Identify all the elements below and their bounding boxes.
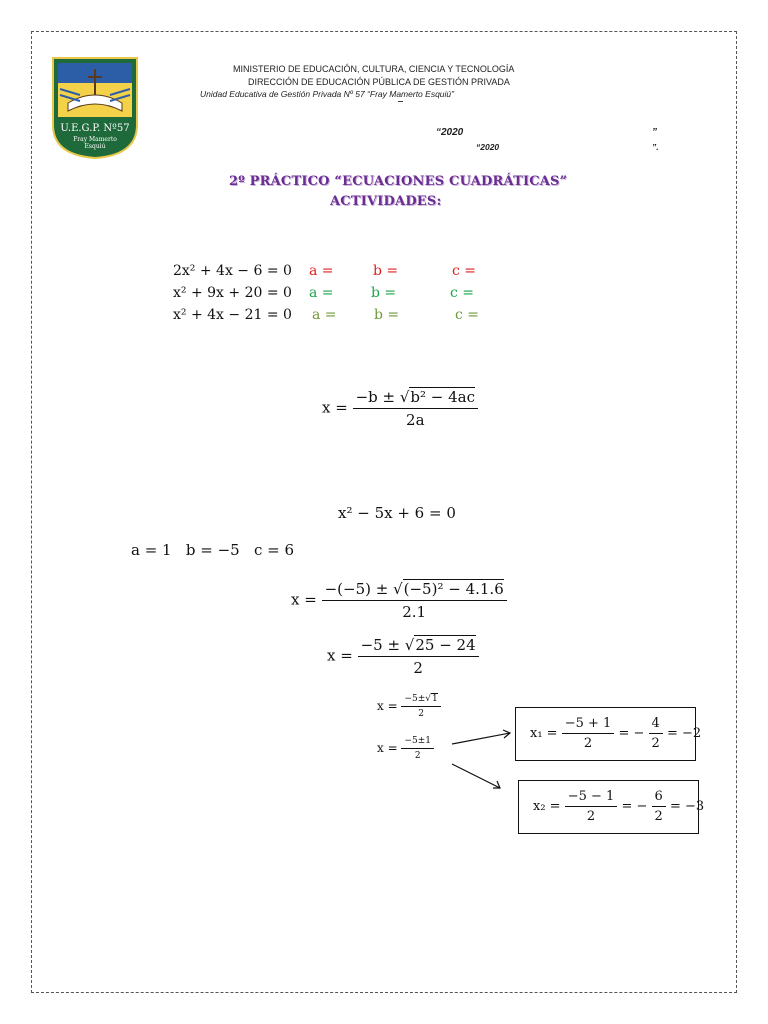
equation-2-a: a = <box>309 285 334 301</box>
example-equation: x² − 5x + 6 = 0 <box>338 504 456 522</box>
equation-1-c: c = <box>452 263 477 279</box>
equation-3-c: c = <box>455 307 480 323</box>
equation-3-a: a = <box>312 307 337 323</box>
arrow-right-down-icon <box>452 764 500 788</box>
year-line-b: “2020 <box>476 142 500 152</box>
arrow-right-up-icon <box>452 733 510 744</box>
header-dash <box>398 101 403 102</box>
year-line-b-close: ”. <box>652 142 659 152</box>
page-title: 2º PRÁCTICO “ECUACIONES CUADRÁTICAS” <box>229 174 568 189</box>
equation-3: x² + 4x − 21 = 0 <box>173 307 292 323</box>
svg-text:U.E.G.P. Nº57: U.E.G.P. Nº57 <box>60 123 130 134</box>
example-coefficients: a = 1 b = −5 c = 6 <box>131 541 295 559</box>
year-line-a: “2020 <box>436 127 464 138</box>
equation-1-a: a = <box>309 263 334 279</box>
example-step-2: x = $\frac{-5 \pm √25 - 24}{2}$ <box>327 636 479 677</box>
school-logo <box>50 55 140 160</box>
example-step-1: x = $\frac{\text{−(−5) ± √(−5)² − 4.1.6}}{2.1}$ <box>291 580 507 621</box>
equation-2-b: b = <box>371 285 397 301</box>
equation-2: x² + 9x + 20 = 0 <box>173 285 292 301</box>
header-ministry: MINISTERIO DE EDUCACIÓN, CULTURA, CIENCIA Y TECNOLOGÍA <box>233 64 515 74</box>
equation-2-c: c = <box>450 285 475 301</box>
year-line-a-close: ” <box>652 127 657 138</box>
arrow-icons <box>450 728 520 798</box>
page-subtitle: ACTIVIDADES: <box>330 194 442 209</box>
equation-1-b: b = <box>373 263 399 279</box>
solution-box-2: x₂ = $\frac{-5 - 1}{2}$ = − $\frac{6}{2}$ = −3 <box>518 780 699 834</box>
example-step-4: x = $\frac{-5\pm 1}{2}$ <box>377 736 434 761</box>
header-direction: DIRECCIÓN DE EDUCACIÓN PÚBLICA DE GESTIÓN PRIVADA <box>248 77 510 87</box>
equation-1: 2x² + 4x − 6 = 0 <box>173 263 292 279</box>
header-school: Unidad Educativa de Gestión Privada Nº 57 “Fray Mamerto Esquiú” <box>200 89 454 99</box>
example-step-3: x = $\frac{-5\pm√1}{2}$ <box>377 694 441 719</box>
svg-text:Esquiú: Esquiú <box>84 143 106 150</box>
equation-3-b: b = <box>374 307 400 323</box>
quadratic-formula: x = $\frac{\text{−b ± √b² − 4ac}}{2a}$ <box>322 388 478 429</box>
solution-box-1: x₁ = $\frac{-5 + 1}{2}$ = − $\frac{4}{2}$ = −2 <box>515 707 696 761</box>
svg-text:Fray Mamerto: Fray Mamerto <box>73 136 117 143</box>
